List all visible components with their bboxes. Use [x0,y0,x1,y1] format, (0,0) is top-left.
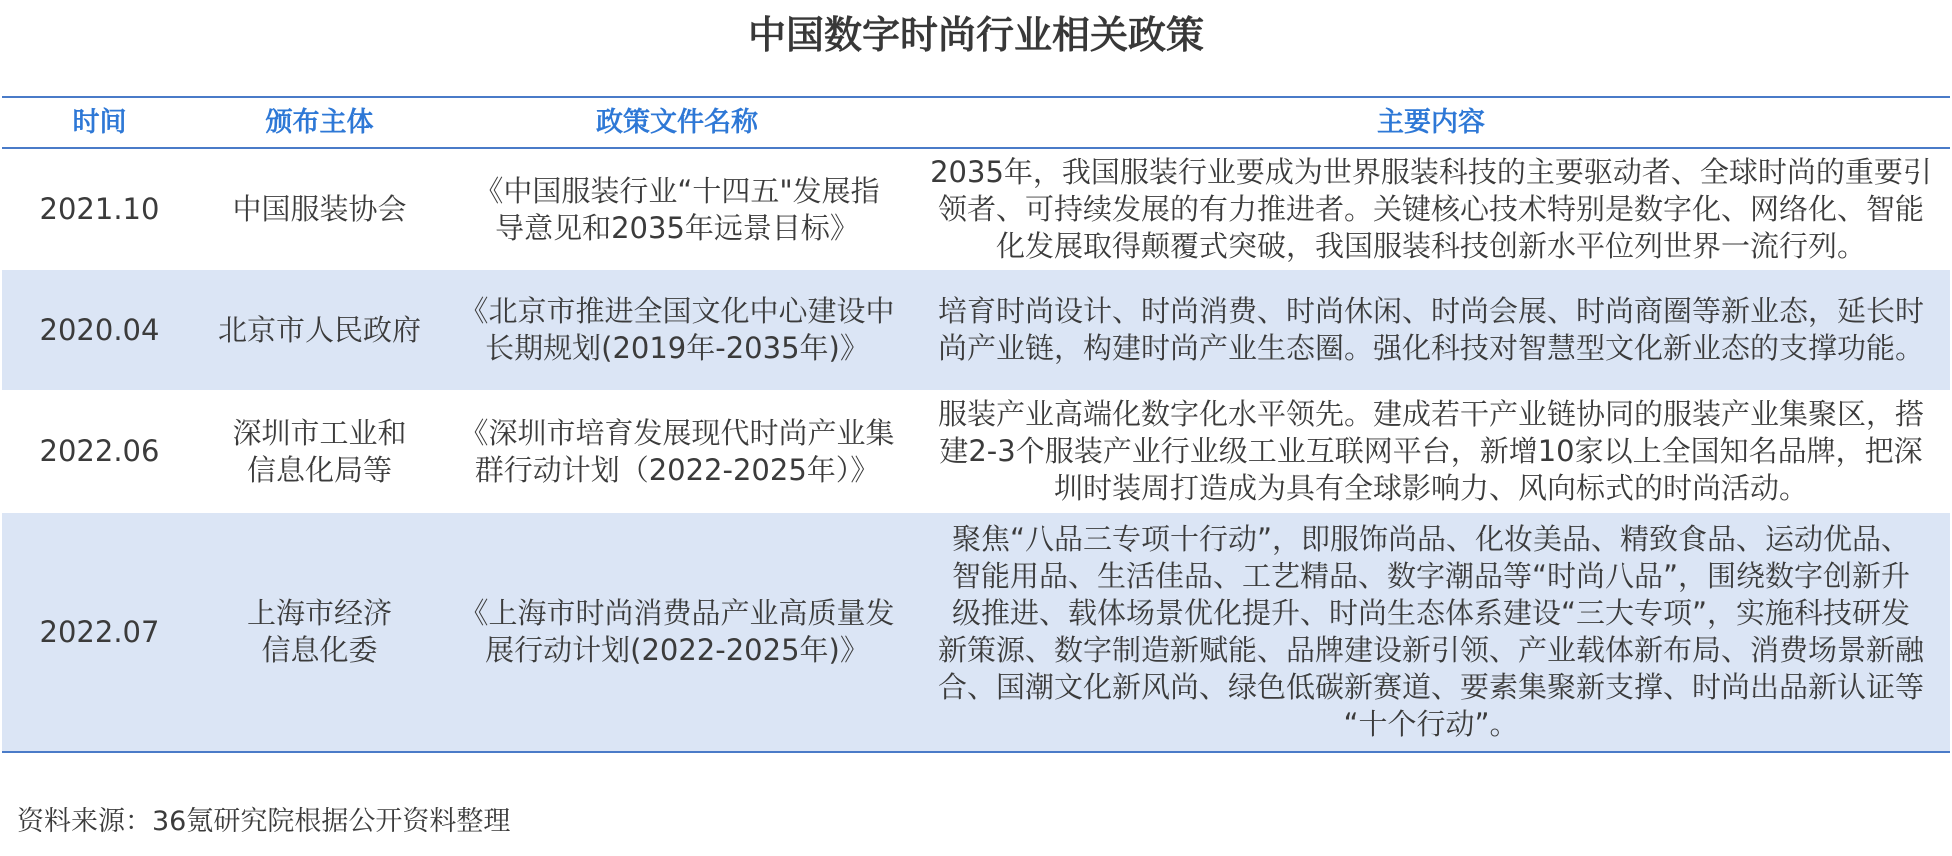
cell-issuer: 北京市人民政府 [197,270,442,390]
column-header-issuer: 颁布主体 [197,97,442,148]
table-row [2,513,1950,752]
column-header-document: 政策文件名称 [442,97,912,148]
cell-time: 2020.04 [2,270,197,390]
table-row [2,390,1950,513]
cell-document: 《上海市时尚消费品产业高质量发 展行动计划(2022-2025年)》 [442,513,912,752]
cell-content: 培育时尚设计、时尚消费、时尚休闲、时尚会展、时尚商圈等新业态，延长时 尚产业链，构建时尚产业生态圈。强化科技对智慧型文化新业态的支撑功能。 [912,270,1950,390]
cell-issuer: 中国服装协会 [232,192,407,226]
cell-document: 《北京市推进全国文化中心建设中 长期规划(2019年-2035年)》 [442,270,912,390]
table-header [2,97,1950,148]
table-body [2,148,1950,752]
cell-time: 2022.07 [2,513,197,752]
cell-content: 服装产业高端化数字化水平领先。建成若干产业链协同的服装产业集聚区，搭 建2-3个服装产业行业级工业互联网平台，新增10家以上全国知名品牌，把深 圳时装周打造成为具有全球影响力、风向标式的时尚活动。 [937,397,1924,505]
cell-time: 2022.06 [39,434,160,468]
table-row [2,270,1950,390]
column-header-time: 时间 [2,97,197,148]
cell-issuer: 深圳市工业和 信息化局等 [232,415,407,487]
table-row [2,148,1950,270]
cell-content: 2035年，我国服装行业要成为世界服装科技的主要驱动者、全球时尚的重要引 领者、可持续发展的有力推进者。关键核心技术特别是数字化、网络化、智能 化发展取得颠覆式突破，我国服装科技创新水平位列世界一流行列。 [930,155,1932,263]
policy-table [2,96,1950,753]
page-title: 中国数字时尚行业相关政策 [747,13,1204,57]
table-header-row [2,97,1950,148]
source-note: 资料来源：36氪研究院根据公开资料整理 [17,806,511,837]
cell-issuer: 上海市经济 信息化委 [197,513,442,752]
cell-time: 2021.10 [39,192,160,226]
cell-document: 《深圳市培育发展现代时尚产业集 群行动计划（2022-2025年）》 [459,415,895,487]
cell-content: 聚焦“八品三专项十行动”，即服饰尚品、化妆美品、精致食品、运动优品、 智能用品、生活佳品、工艺精品、数字潮品等“时尚八品”，围绕数字创新升 级推进、载体场景优化提升、时尚生态体系建设“三大专项”，实施科技研发 新策源、数字制造新赋能、品牌建设新引领、产业载体新布局、消费场景新融 合、国潮文化新风尚、绿色低碳新赛道、要素集聚新支撑、时尚出品新认证等 “十个行动”。 [912,513,1950,752]
column-header-content: 主要内容 [912,97,1950,148]
cell-document: 《中国服装行业“十四五"发展指 导意见和2035年远景目标》 [474,173,880,245]
